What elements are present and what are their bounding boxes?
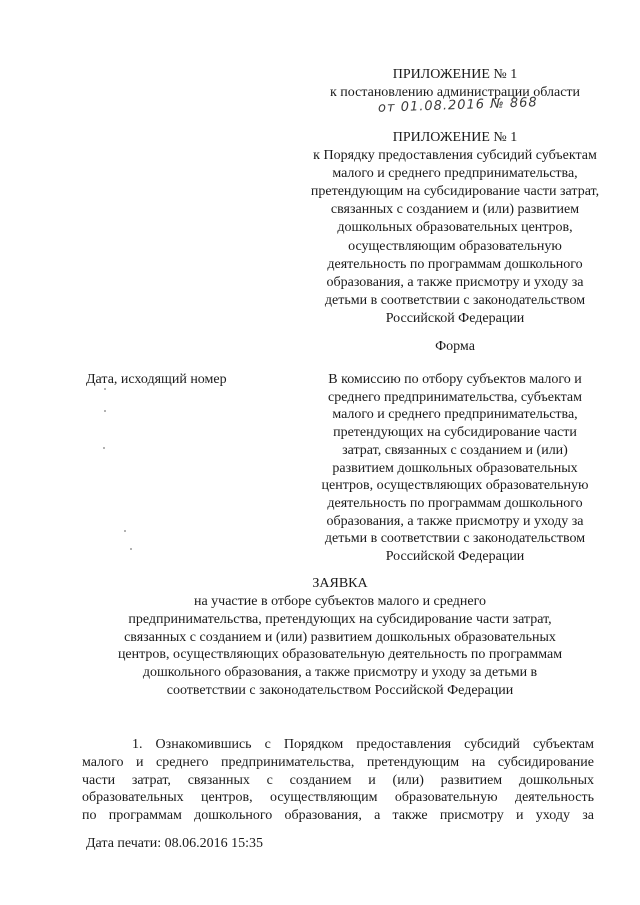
date-outgoing-number-label: Дата, исходящий номер <box>86 372 227 387</box>
appendix-order-line: дошкольных образовательных центров, <box>337 220 573 236</box>
application-subtitle-line: на участие в отборе субъектов малого и среднего <box>193 594 487 609</box>
body-line: малого и среднего предпринимательства, претендующим на субсидирование <box>82 754 594 770</box>
appendix-order-line: деятельность по программам дошкольного <box>327 256 583 272</box>
application-subtitle-line: дошкольного образования, а также присмотру и уходу за детьми в <box>142 665 538 681</box>
scan-speck <box>104 410 106 412</box>
addressee-line: образования, а также присмотру и уходу за <box>326 513 584 529</box>
addressee-line: претендующих на субсидирование части <box>333 425 577 441</box>
appendix-order-line: связанных с созданием и (или) развитием <box>330 202 580 218</box>
appendix-order-line: претендующим на субсидирование части затрат, <box>310 184 600 200</box>
scan-speck <box>124 530 126 532</box>
body-line: части затрат, связанных с созданием и (или) развитием дошкольных <box>82 772 594 788</box>
appendix-order-line: к Порядку предоставления субсидий субъектам <box>313 148 597 163</box>
addressee-line: развитием дошкольных образовательных <box>332 460 578 476</box>
addressee-line: затрат, связанных с созданием и (или) <box>342 442 568 458</box>
handwritten-date: от 01.08.2016 № 868 <box>377 95 538 116</box>
addressee-line: малого и среднего предпринимательства, <box>332 407 578 423</box>
appendix-subtitle: к постановлению администрации области <box>329 85 581 100</box>
addressee-line: В комиссию по отбору субъектов малого и <box>328 372 582 387</box>
application-title: ЗАЯВКА <box>312 576 368 591</box>
addressee-line: детьми в соответствии с законодательством <box>324 531 586 547</box>
scan-speck <box>130 548 132 550</box>
application-subtitle-line: центров, осуществляющих образовательную деятельность по программам <box>117 647 563 663</box>
addressee-line: среднего предпринимательства, субъектам <box>328 389 582 405</box>
addressee-line: Российской Федерации <box>385 549 525 564</box>
appendix-order-line: Российской Федерации <box>385 310 525 326</box>
form-label: Форма <box>435 339 475 354</box>
appendix-order-line: малого и среднего предпринимательства, <box>332 166 578 182</box>
appendix-order-line: детьми в соответствии с законодательством <box>324 292 586 308</box>
appendix-title: ПРИЛОЖЕНИЕ № 1 <box>392 67 518 82</box>
body-line: образовательных центров, осуществляющим образовательную деятельность <box>82 790 594 806</box>
application-subtitle-line: связанных с созданием и (или) развитием дошкольных образовательных <box>124 629 556 645</box>
appendix-order-line: осуществляющим образовательную <box>348 238 562 254</box>
body-line: по программам дошкольного образования, а также присмотру и уходу за <box>82 808 594 824</box>
addressee-line: центров, осуществляющих образовательную <box>321 478 589 494</box>
addressee-line: деятельность по программам дошкольного <box>327 495 583 511</box>
application-subtitle-line: предпринимательства, претендующих на субсидирование части затрат, <box>128 611 552 627</box>
application-subtitle-line: соответствии с законодательством Российской Федерации <box>166 683 514 698</box>
appendix-order-title: ПРИЛОЖЕНИЕ № 1 <box>392 130 518 145</box>
print-date: Дата печати: 08.06.2016 15:35 <box>86 836 264 851</box>
appendix-order-line: образования, а также присмотру и уходу за <box>326 274 584 290</box>
scan-speck <box>104 388 106 390</box>
scan-speck <box>103 447 105 449</box>
body-line: 1. Ознакомившись с Порядком предоставления субсидий субъектам <box>132 737 594 752</box>
